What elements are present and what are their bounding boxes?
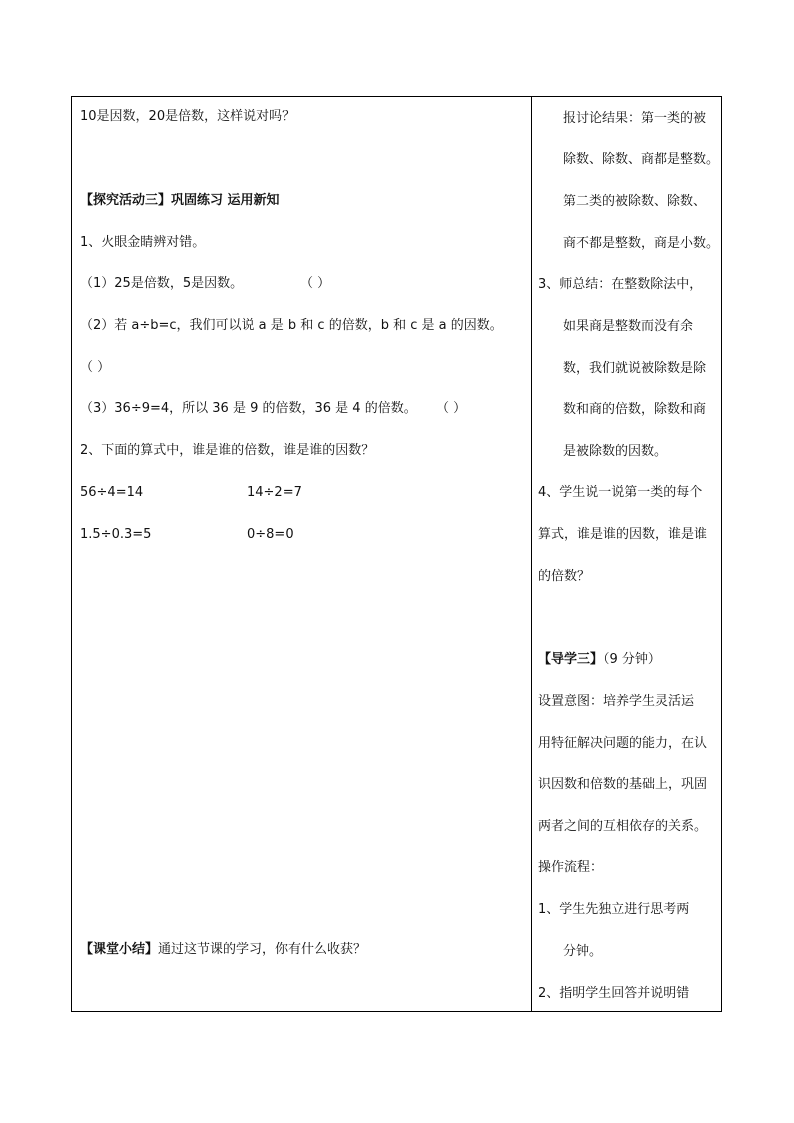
answer-blank-2: （ ）	[80, 360, 111, 375]
answer-blank-1: （ ）	[300, 276, 331, 291]
column-divider	[531, 96, 532, 1012]
question-factor-multiple: 10是因数，20是倍数，这样说对吗？	[80, 109, 296, 124]
activity3-heading: 【探究活动三】巩固练习 运用新知	[80, 193, 280, 208]
guide3-label: 【导学三】	[538, 652, 604, 667]
true-false-item-1: （1）25是倍数，5是因数。	[80, 276, 244, 291]
equation-3: 1.5÷0.3=5	[80, 527, 152, 542]
summary-label: 【课堂小结】	[80, 942, 159, 957]
answer-blank-3: （ ）	[436, 401, 467, 416]
right-line-1: 报讨论结果：第一类的被	[563, 111, 707, 126]
right-line-14: 用特征解决问题的能力，在认	[538, 736, 708, 751]
summary-text: 通过这节课的学习，你有什么收获？	[158, 942, 367, 957]
equation-1: 56÷4=14	[80, 485, 144, 500]
right-line-2: 除数、除数、商都是整数。	[563, 152, 720, 167]
right-line-12: 的倍数？	[538, 569, 591, 584]
guide3-line	[538, 653, 661, 666]
right-line-8: 数和商的倍数，除数和商	[563, 402, 707, 417]
equation-2: 14÷2=7	[247, 485, 302, 500]
right-line-16: 两者之间的互相依存的关系。	[538, 819, 708, 834]
right-line-7: 数，我们就说被除数是除	[563, 361, 707, 376]
true-false-item-3: （3）36÷9=4，所以 36 是 9 的倍数，36 是 4 的倍数。	[80, 401, 417, 416]
lesson-plan-table	[71, 96, 722, 1012]
true-false-item-2: （2）若 a÷b=c，我们可以说 a 是 b 和 c 的倍数，b 和 c 是 a 的因数。	[80, 318, 503, 333]
right-line-5: 3、师总结：在整数除法中，	[538, 277, 703, 292]
right-line-4: 商不都是整数，商是小数。	[563, 236, 720, 251]
task1-heading: 1、火眼金睛辨对错。	[80, 235, 206, 250]
right-line-9: 是被除数的因数。	[563, 444, 668, 459]
right-line-3: 第二类的被除数、除数、	[563, 194, 707, 209]
right-line-10: 4、学生说一说第一类的每个	[538, 485, 703, 500]
right-line-19: 分钟。	[563, 944, 603, 959]
task2-heading: 2、下面的算式中，谁是谁的倍数，谁是谁的因数？	[80, 443, 375, 458]
right-line-15: 识因数和倍数的基础上，巩固	[538, 777, 708, 792]
right-line-17: 操作流程：	[538, 860, 604, 875]
guide3-time: （9 分钟）	[603, 652, 661, 667]
right-line-18: 1、学生先独立进行思考两	[538, 902, 690, 917]
right-line-6: 如果商是整数而没有余	[563, 319, 694, 334]
right-line-20: 2、指明学生回答并说明错	[538, 986, 690, 1001]
right-line-11: 算式，谁是谁的因数，谁是谁	[538, 527, 708, 542]
right-line-13: 设置意图：培养学生灵活运	[538, 694, 695, 709]
equation-4: 0÷8=0	[247, 527, 294, 542]
summary-line	[80, 943, 366, 956]
